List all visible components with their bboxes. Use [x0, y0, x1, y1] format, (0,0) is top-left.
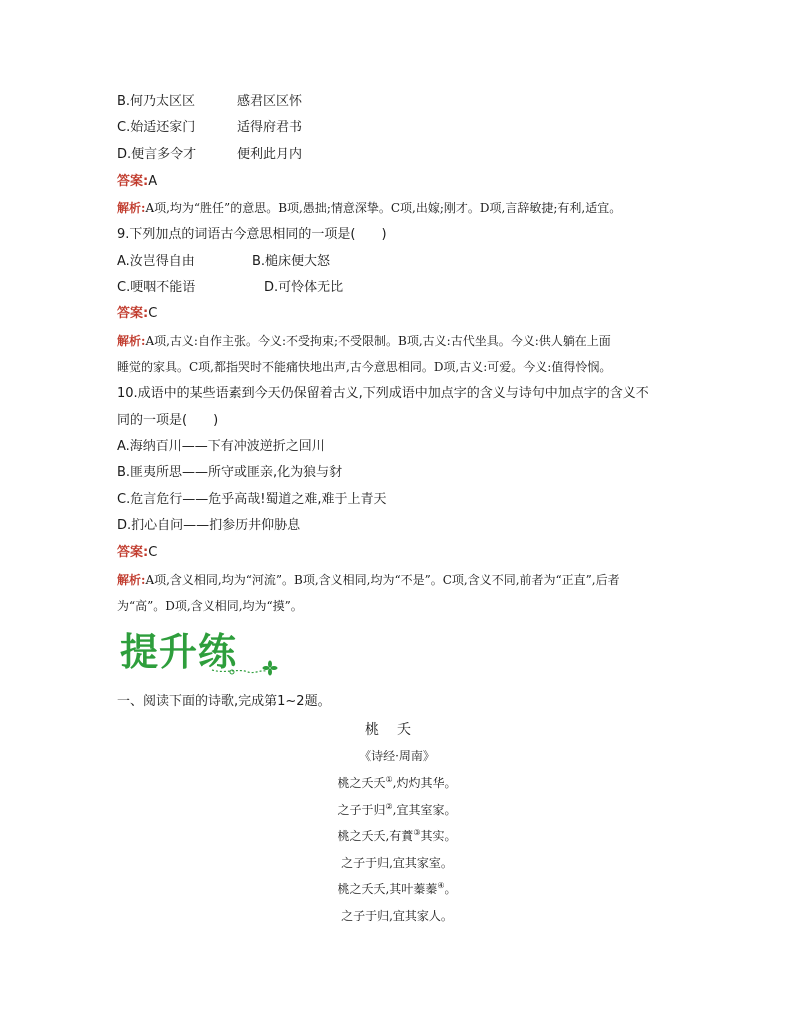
q9-explanation-line2: 睡觉的家具。C项,都指哭时不能痛快地出声,古今意思相同。D项,古义:可爱。今义:值得怜悯。 — [117, 360, 612, 374]
explanation-label: 解析: — [117, 573, 146, 587]
q10-option-a: A.海纳百川——下有冲波逆折之回川 — [117, 439, 325, 454]
q10-explanation-line2: 为“高”。D项,含义相同,均为“摸”。 — [117, 599, 303, 613]
q9-option-c: C.哽咽不能语 — [117, 280, 196, 295]
poem-line-text: 之子于归,宜其家室。 — [341, 856, 453, 870]
poem-line-2 — [0, 800, 794, 820]
poem-line-text: 之子于归 — [337, 803, 386, 817]
q10-answer — [117, 543, 157, 563]
q9-options-row2 — [117, 278, 343, 298]
q8-option-b-right: 感君区区怀 — [237, 94, 303, 109]
footnote-marker: ③ — [413, 828, 421, 837]
q8-answer — [117, 172, 157, 192]
section1-intro: 一、阅读下面的诗歌,完成第1~2题。 — [117, 694, 331, 709]
q10-explanation-line1 — [117, 570, 620, 590]
poem-line-text: 桃之夭夭,有蕡 — [337, 829, 414, 843]
q9-option-d: D.可怜体无比 — [264, 280, 344, 295]
explanation-text: A项,均为“胜任”的意思。B项,愚拙;情意深挚。C项,出嫁;刚才。D项,言辞敏捷;有利,适宜。 — [145, 201, 622, 215]
q8-option-c — [117, 118, 302, 138]
section-banner — [120, 630, 280, 678]
explanation-text: A项,含义相同,均为“河流”。B项,含义相同,均为“不是”。C项,含义不同,前者为“正直”,后者 — [145, 573, 620, 587]
poem-title: 桃夭 — [365, 722, 429, 738]
poem-line-1 — [0, 773, 794, 793]
answer-value: A — [148, 174, 158, 189]
footnote-marker: ④ — [437, 881, 445, 890]
poem-line-text: 之子于归,宜其家人。 — [341, 909, 453, 923]
poem-line-rest: ,灼灼其华。 — [392, 776, 457, 790]
banner-title: 提升练 — [120, 630, 238, 674]
poem-line-rest: ,宜其室家。 — [392, 803, 457, 817]
poem-line-rest: 其实。 — [420, 829, 457, 843]
q9-option-b: B.槌床便大怒 — [252, 254, 331, 269]
q10-question-line1: 10.成语中的某些语素到今天仍保留着古义,下列成语中加点字的含义与诗句中加点字的含义不 — [117, 386, 649, 401]
q9-option-a: A.汝岂得自由 — [117, 254, 195, 269]
poem-line-rest: 。 — [444, 882, 457, 896]
poem-line-4 — [0, 853, 794, 873]
q10-question-line2: 同的一项是( ) — [117, 413, 219, 428]
poem-line-text: 桃之夭夭,其叶蓁蓁 — [337, 882, 438, 896]
answer-label: 答案: — [117, 174, 149, 189]
q8-option-d-left: D.便言多令才 — [117, 147, 197, 162]
poem-source: 《诗经·周南》 — [359, 749, 435, 763]
footnote-marker: ① — [385, 775, 393, 784]
explanation-text: A项,古义:自作主张。今义:不受拘束;不受限制。B项,古义:古代坐具。今义:供人躺在上面 — [145, 334, 611, 348]
poem-line-5 — [0, 879, 794, 899]
q10-option-b: B.匪夷所思——所守或匪亲,化为狼与豺 — [117, 465, 343, 480]
explanation-label: 解析: — [117, 201, 146, 215]
q9-question: 9.下列加点的词语古今意思相同的一项是( ) — [117, 227, 387, 242]
poem-line-6 — [0, 906, 794, 926]
poem-line-3 — [0, 826, 794, 846]
q9-answer — [117, 304, 157, 324]
q9-explanation-line1 — [117, 331, 611, 351]
q10-option-d: D.扪心自问——扪参历井仰胁息 — [117, 518, 301, 533]
explanation-label: 解析: — [117, 334, 146, 348]
poem-line-text: 桃之夭夭 — [337, 776, 386, 790]
answer-label: 答案: — [117, 306, 149, 321]
q8-option-d-right: 便利此月内 — [237, 147, 303, 162]
answer-label: 答案: — [117, 545, 149, 560]
q8-explanation — [117, 198, 621, 218]
q8-option-b — [117, 92, 302, 112]
q10-option-c: C.危言危行——危乎高哉!蜀道之难,难于上青天 — [117, 492, 387, 507]
q9-options-row1 — [117, 252, 330, 272]
banner-decoration-icon — [120, 630, 280, 678]
answer-value: C — [148, 545, 158, 560]
q8-option-b-left: B.何乃太区区 — [117, 94, 196, 109]
q8-option-c-left: C.始适还家门 — [117, 120, 196, 135]
answer-value: C — [148, 306, 158, 321]
footnote-marker: ② — [385, 802, 393, 811]
q8-option-c-right: 适得府君书 — [237, 120, 303, 135]
q8-option-d — [117, 145, 302, 165]
